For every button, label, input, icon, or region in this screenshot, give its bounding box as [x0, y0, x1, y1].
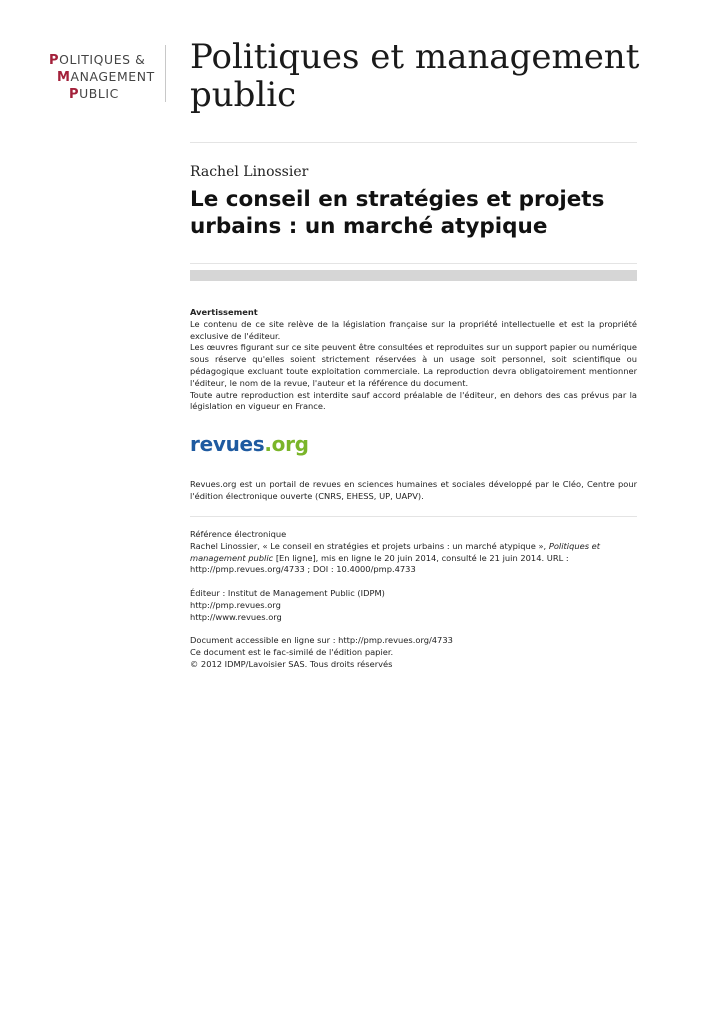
journal-title: Politiques et management public: [190, 37, 640, 115]
warning-paragraph: Le contenu de ce site relève de la législation française sur la propriété intellectuelle et est la propriété exclusive de l'éditeur.: [190, 318, 637, 341]
journal-logo: [49, 52, 169, 103]
warning-paragraph: Les œuvres figurant sur ce site peuvent être consultées et reproduites sur un support papier ou numérique sous réserve qu'elles soient strictement réservées à un usage soit personnel, soit scientifique ou pédagogique excluant toute exploitation commerciale. La reproduction devra obligatoirement mentionner l'éditeur, le nom de la revue, l'auteur et la référence du document.: [190, 342, 637, 388]
revues-url-link[interactable]: http://www.revues.org: [190, 611, 282, 622]
logo-line-3: PUBLIC: [69, 86, 119, 102]
warning-paragraph: Toute autre reproduction est interdite sauf accord préalable de l'éditeur, en dehors des cas prévus par la législation en vigueur en France.: [190, 389, 637, 412]
document-online-link[interactable]: Document accessible en ligne sur : http://pmp.revues.org/4733: [190, 635, 453, 646]
portal-description: Revues.org est un portail de revues en sciences humaines et sociales développé par le Cléo, Centre pour l'édition électronique ouverte (CNRS, EHESS, UP, UAPV).: [190, 479, 637, 501]
logo-line-2: MANAGEMENT: [57, 69, 155, 85]
copyright-warning: [190, 307, 637, 413]
grey-band: [190, 270, 637, 281]
reference-block: [190, 529, 637, 671]
journal-url-link[interactable]: http://pmp.revues.org: [190, 599, 281, 610]
divider-refs: [190, 516, 637, 517]
divider-title: [190, 263, 637, 264]
logo-divider: [165, 45, 166, 102]
copyright-note: © 2012 IDMP/Lavoisier SAS. Tous droits réservés: [190, 658, 393, 669]
logo-line-1: POLITIQUES &: [49, 52, 146, 68]
facsimile-note: Ce document est le fac-similé de l'édition papier.: [190, 646, 394, 657]
revues-org-logo[interactable]: revues.org: [190, 432, 309, 456]
publisher-name: Éditeur : Institut de Management Public (IDPM): [190, 587, 385, 598]
divider-top: [190, 142, 637, 143]
article-title: Le conseil en stratégies et projets urbains : un marché atypique: [190, 187, 605, 239]
reference-citation: Rachel Linossier, « Le conseil en stratégies et projets urbains : un marché atypique », Politiques et management public [En ligne], mis en ligne le 20 juin 2014, consulté le 21 juin 2014. URL : http://pmp.revues.org/4733 ; DOI : 10.4000/pmp.4733: [190, 540, 601, 575]
article-author: Rachel Linossier: [190, 164, 309, 180]
warning-heading: Avertissement: [190, 307, 258, 317]
reference-label: Référence électronique: [190, 529, 287, 539]
